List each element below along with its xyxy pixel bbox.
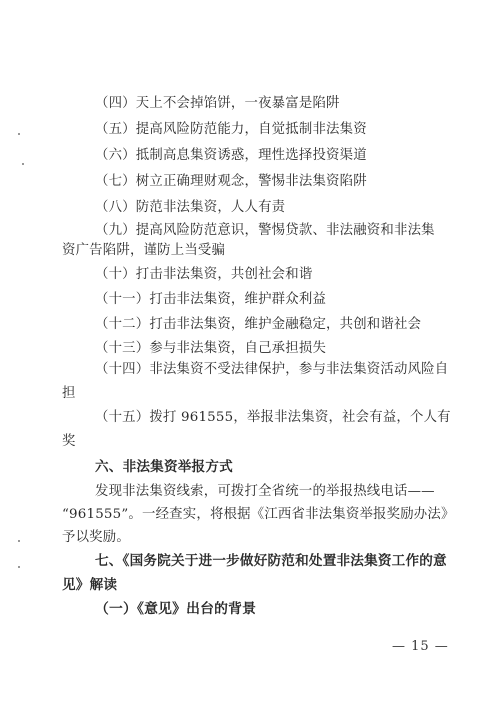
list-item: （九）提高风险防范意识，警惕贷款、非法融资和非法集 — [95, 223, 435, 238]
list-item: （五）提高风险防范能力，自觉抵制非法集资 — [95, 122, 367, 137]
list-item: （四）天上不会掉馅饼，一夜暴富是陷阱 — [95, 96, 340, 111]
paragraph-line: 予以奖励。 — [62, 530, 130, 545]
subsection-heading: （一）《意见》出台的背景 — [95, 601, 257, 617]
list-item: （十五）拨打 961555，举报非法集资，社会有益，个人有 — [95, 410, 451, 425]
list-item: （七）树立正确理财观念，警惕非法集资陷阱 — [95, 174, 367, 189]
section-heading-continuation: 见》解读 — [62, 577, 118, 593]
list-item-continuation: 奖 — [62, 434, 76, 449]
paragraph-line: 发现非法集资线索，可拨打全省统一的举报热线电话—— — [95, 484, 435, 499]
list-item: （八）防范非法集资，人人有责 — [95, 200, 286, 215]
scan-mark — [18, 133, 20, 135]
paragraph-line: “961555”。一经查实，将根据《江西省非法集资举报奖励办法》 — [62, 507, 455, 522]
section-heading: 六、非法集资举报方式 — [95, 459, 233, 475]
list-item: （十三）参与非法集资，自己承担损失 — [95, 341, 327, 356]
page-number: — 15 — — [392, 639, 449, 654]
list-item-continuation: 资广告陷阱，谨防上当受骗 — [62, 243, 226, 258]
list-item: （六）抵制高息集资诱惑，理性选择投资渠道 — [95, 148, 367, 163]
list-item: （十一）打击非法集资，维护群众利益 — [95, 292, 327, 307]
list-item: （十二）打击非法集资，维护金融稳定，共创和谐社会 — [95, 317, 422, 332]
section-heading: 七、《国务院关于进一步做好防范和处置非法集资工作的意 — [95, 553, 447, 569]
list-item: （十）打击非法集资，共创社会和谐 — [95, 267, 313, 282]
scan-mark — [18, 566, 20, 568]
scan-mark — [22, 163, 24, 165]
list-item-continuation: 担 — [62, 386, 76, 401]
scan-mark — [18, 540, 20, 542]
list-item: （十四）非法集资不受法律保护，参与非法集资活动风险自 — [95, 362, 449, 377]
